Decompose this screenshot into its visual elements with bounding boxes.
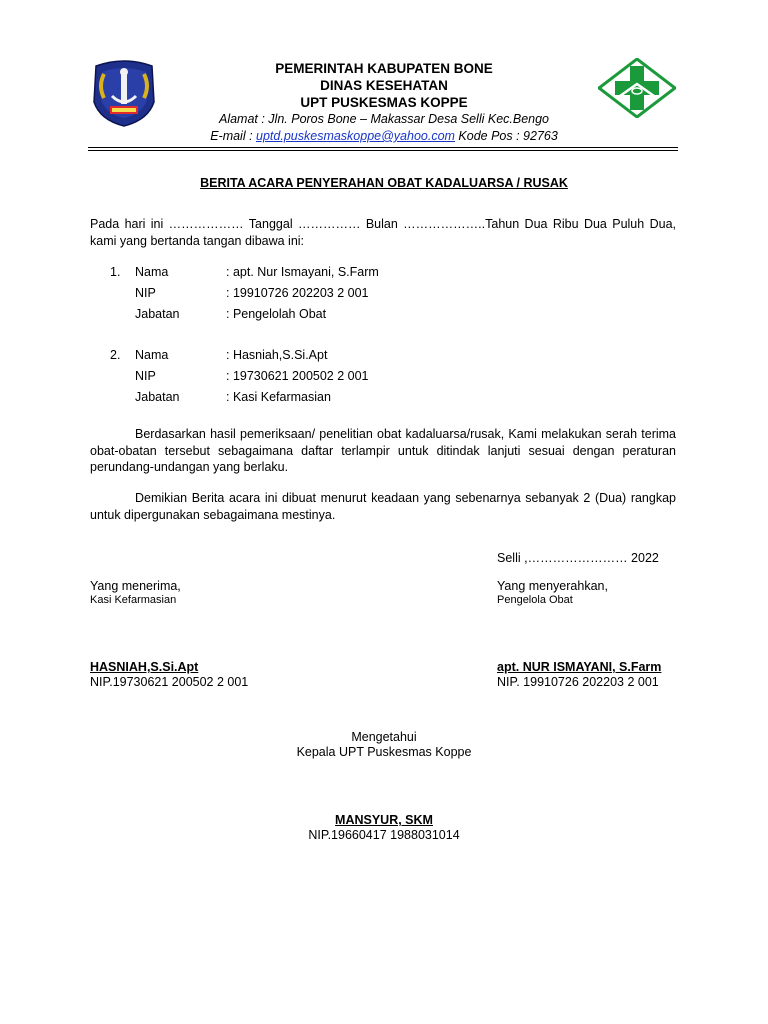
receiver-nip: NIP.19730621 200502 2 001: [90, 675, 249, 689]
place-date: Selli ,…………………… 2022: [497, 551, 659, 565]
acknowledge-position: Kepala UPT Puskesmas Koppe: [296, 745, 472, 759]
letterhead-contact: [0, 128, 768, 145]
party-1-name-label: Nama: [135, 265, 169, 279]
letterhead-institution: UPT PUSKESMAS KOPPE: [300, 95, 468, 110]
party-1-position-value: : Pengelolah Obat: [226, 307, 327, 321]
letterhead-government: PEMERINTAH KABUPATEN BONE: [275, 61, 493, 76]
giver-position: Pengelola Obat: [497, 594, 573, 606]
party-1-nip-label: NIP: [135, 286, 156, 300]
giver-name: apt. NUR ISMAYANI, S.Farm: [497, 660, 662, 674]
postal-code: Kode Pos : 92763: [454, 129, 558, 143]
party-1-position-label: Jabatan: [135, 307, 180, 321]
party-2-position-label: Jabatan: [135, 390, 180, 404]
party-1-nip-value: : 19910726 202203 2 001: [226, 286, 369, 300]
receiver-position: Kasi Kefarmasian: [90, 594, 177, 606]
acknowledge-label: Mengetahui: [351, 730, 417, 744]
receiver-name: HASNIAH,S.Si.Apt: [90, 660, 199, 674]
letterhead: [0, 60, 768, 145]
email-prefix: E-mail :: [210, 129, 257, 143]
party-2-position-value: : Kasi Kefarmasian: [226, 390, 331, 404]
party-1-name-value: : apt. Nur Ismayani, S.Farm: [226, 265, 379, 279]
party-2-nip-label: NIP: [135, 369, 156, 383]
receiver-role: Yang menerima,: [90, 579, 181, 593]
letterhead-department: DINAS KESEHATAN: [320, 78, 448, 93]
email-link[interactable]: uptd.puskesmaskoppe@yahoo.com: [256, 129, 455, 143]
head-name: MANSYUR, SKM: [335, 813, 433, 827]
giver-nip: NIP. 19910726 202203 2 001: [497, 675, 659, 689]
body-paragraph-2: Demikian Berita acara ini dibuat menurut keadaan yang sebenarnya sebanyak 2 (Dua) rangkap untuk dipergunakan sebagaimana mestinya.: [90, 491, 676, 522]
letterhead-rule-bottom: [88, 150, 678, 151]
party-2-number: 2.: [110, 348, 121, 362]
party-2-name-value: : Hasniah,S.Si.Apt: [226, 348, 328, 362]
head-nip: NIP.19660417 1988031014: [308, 828, 460, 842]
head-signature: [0, 813, 768, 843]
body-paragraph-1: Berdasarkan hasil pemeriksaan/ penelitian obat kadaluarsa/rusak, Kami melakukan serah terima obat-obatan tersebut sebagaimana daftar terlampir untuk ditindak lanjuti sesuai dengan peraturan perundang-undangan yang berlaku.: [90, 427, 676, 474]
giver-role: Yang menyerahkan,: [497, 579, 608, 593]
document-title: BERITA ACARA PENYERAHAN OBAT KADALUARSA / RUSAK: [200, 176, 568, 190]
party-2-nip-value: : 19730621 200502 2 001: [226, 369, 369, 383]
letterhead-address: Alamat : Jln. Poros Bone – Makassar Desa Selli Kec.Bengo: [218, 112, 550, 126]
letterhead-rule-top: [88, 147, 678, 148]
party-2-name-label: Nama: [135, 348, 169, 362]
party-1-number: 1.: [110, 265, 121, 279]
opening-paragraph: Pada hari ini ……………… Tanggal …………… Bulan ………………..Tahun Dua Ribu Dua Puluh Dua, kami yang bertanda tangan dibawa ini:: [90, 217, 676, 248]
acknowledge-block: [0, 730, 768, 760]
